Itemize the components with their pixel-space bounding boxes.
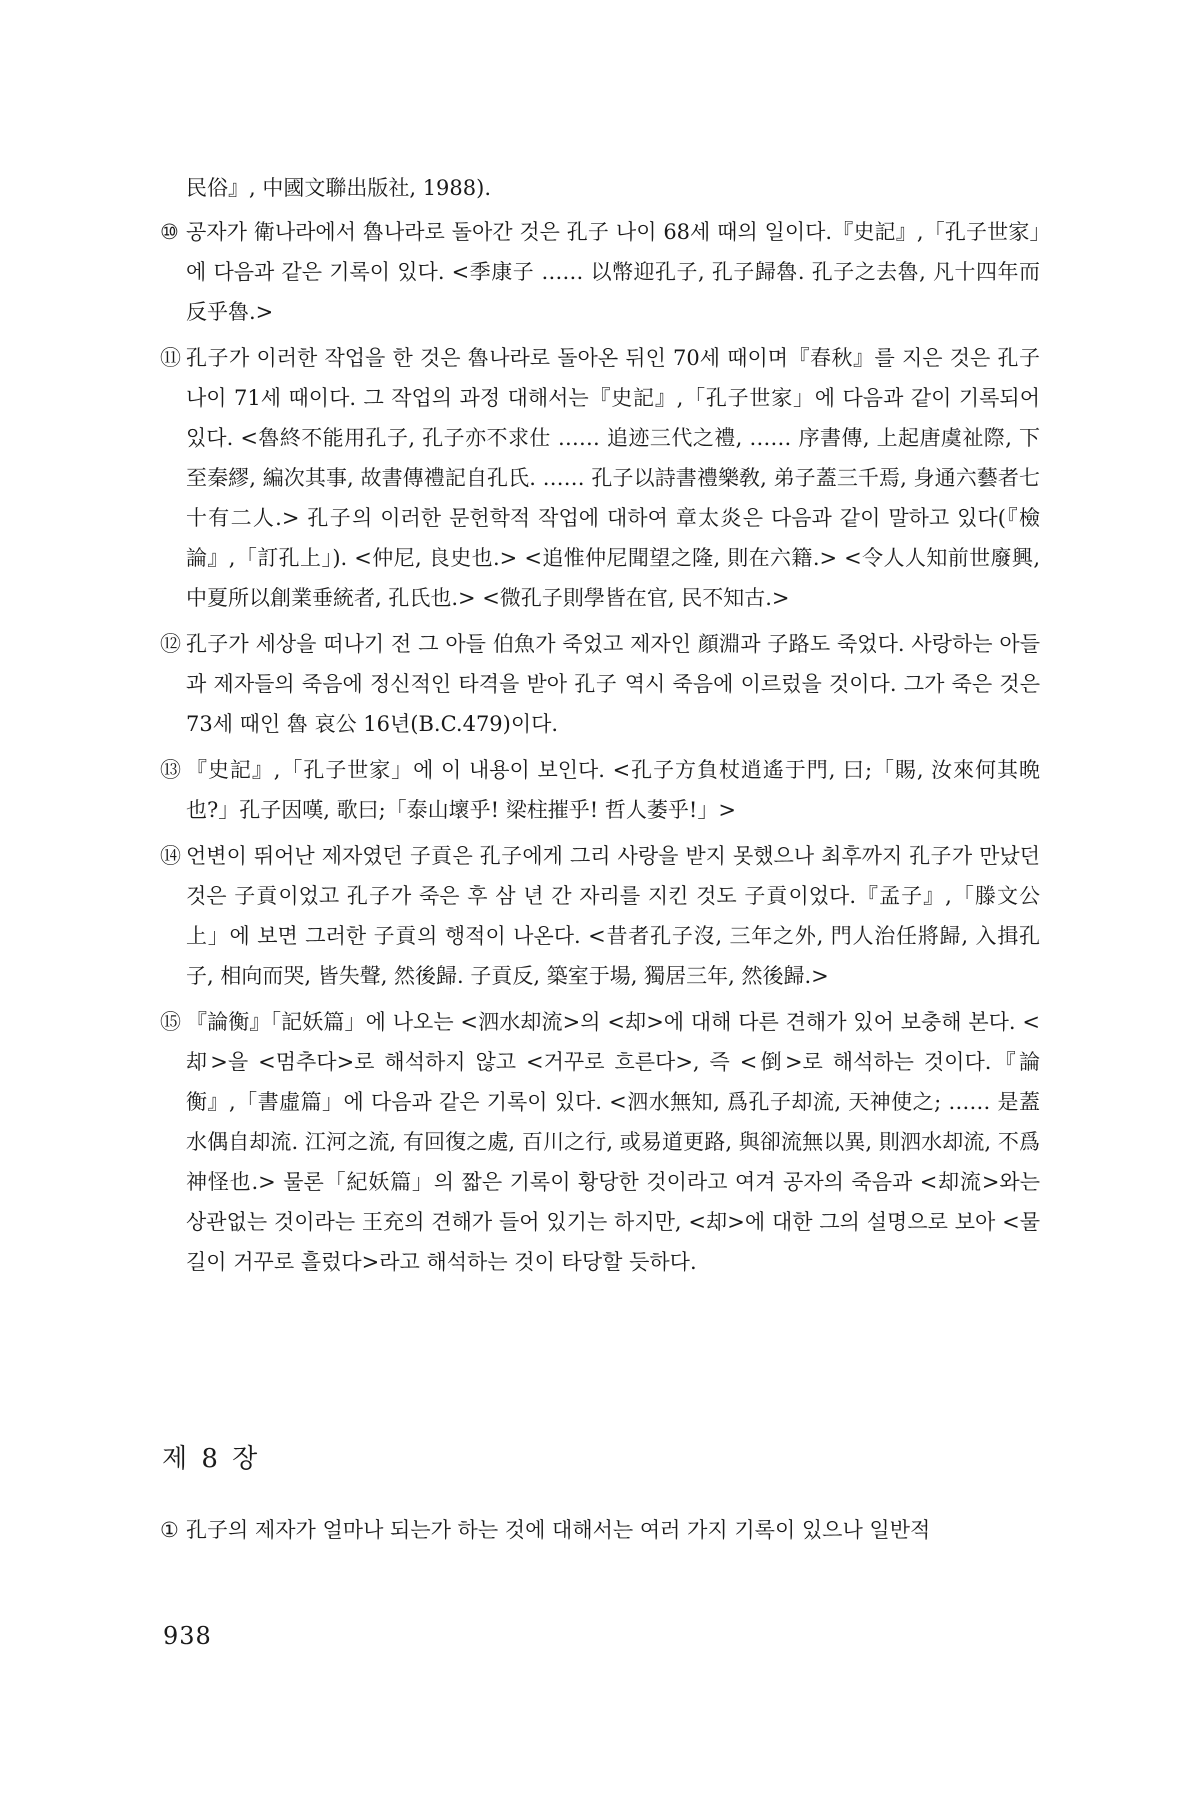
note-number: ⑫ <box>160 632 181 656</box>
note-number: ⑪ <box>160 346 181 370</box>
note-text: 孔子의 제자가 얼마나 되는가 하는 것에 대해서는 여러 가지 기록이 있으나 일반적 <box>186 1518 931 1542</box>
endnote-13 <box>160 750 1040 830</box>
note-number: ⑩ <box>160 220 179 244</box>
chapter-endnotes-section <box>160 1510 1040 1556</box>
note-number: ① <box>160 1518 179 1542</box>
endnote-12 <box>160 624 1040 744</box>
endnote-11 <box>160 338 1040 618</box>
note-continuation: 民俗』, 中國文聯出版社, 1988). <box>186 176 492 200</box>
note-text: 언변이 뛰어난 제자였던 子貢은 孔子에게 그리 사랑을 받지 못했으나 최후까지 孔子가 만났던 것은 子貢이었고 孔子가 죽은 후 삼 년 간 자리를 지킨 것도 子貢이었다.『孟子』,「滕文公上」에 보면 그러한 子貢의 행적이 나온다. <昔者孔子沒, 三年之外, 門人治任將歸, 入揖孔子, 相向而哭, 皆失聲, 然後歸. 子貢反, 築室于場, 獨居三年, 然後歸.> <box>186 844 1040 988</box>
endnotes-section <box>160 168 1040 1288</box>
note-number: ⑬ <box>160 758 181 782</box>
endnote-15 <box>160 1002 1040 1282</box>
note-text: 孔子가 세상을 떠나기 전 그 아들 伯魚가 죽었고 제자인 顔淵과 子路도 죽었다. 사랑하는 아들과 제자들의 죽음에 정신적인 타격을 받아 孔子 역시 죽음에 이르렀을 것이다. 그가 죽은 것은 73세 때인 魯 哀公 16년(B.C.479)이다. <box>186 632 1040 736</box>
note-text: 『論衡』「記妖篇」에 나오는 <泗水却流>의 <却>에 대해 다른 견해가 있어 보충해 본다. <却>을 <멈추다>로 해석하지 않고 <거꾸로 흐른다>, 즉 <倒>로 해석하는 것이다.『論衡』,「書虛篇」에 다음과 같은 기록이 있다. <泗水無知, 爲孔子却流, 天神使之; …… 是蓋水偶自却流. 江河之流, 有回復之處, 百川之行, 或易道更路, 與卻流無以異, 則泗水却流, 不爲神怪也.> 물론「紀妖篇」의 짧은 기록이 황당한 것이라고 여겨 공자의 죽음과 <却流>와는 상관없는 것이라는 王充의 견해가 들어 있기는 하지만, <却>에 대한 그의 설명으로 보아 <물길이 거꾸로 흘렀다>라고 해석하는 것이 타당할 듯하다. <box>186 1010 1040 1274</box>
endnote-14 <box>160 836 1040 996</box>
endnote-10 <box>160 212 1040 332</box>
page-number: 938 <box>163 1622 212 1650</box>
note-number: ⑭ <box>160 844 181 868</box>
chapter-heading: 제 8 장 <box>162 1444 261 1474</box>
note-text: 『史記』,「孔子世家」에 이 내용이 보인다. <孔子方負杖逍遙于門, 曰;「賜, 汝來何其晩也?」孔子因嘆, 歌曰;「泰山壞乎! 梁柱摧乎! 哲人萎乎!」> <box>186 758 1040 822</box>
note-text: 공자가 衛나라에서 魯나라로 돌아간 것은 孔子 나이 68세 때의 일이다.『史記』,「孔子世家」에 다음과 같은 기록이 있다. <季康子 …… 以幣迎孔子, 孔子歸魯. 孔子之去魯, 凡十四年而反乎魯.> <box>186 220 1040 324</box>
chapter-endnote-1 <box>160 1510 1040 1550</box>
note-text: 孔子가 이러한 작업을 한 것은 魯나라로 돌아온 뒤인 70세 때이며『春秋』를 지은 것은 孔子 나이 71세 때이다. 그 작업의 과정 대해서는『史記』,「孔子世家」에 다음과 같이 기록되어 있다. <魯終不能用孔子, 孔子亦不求仕 …… 追迹三代之禮, …… 序書傳, 上起唐虞祉際, 下至秦繆, 編次其事, 故書傳禮記自孔氏. …… 孔子以詩書禮樂敎, 弟子蓋三千焉, 身通六藝者七十有二人.> 孔子의 이러한 문헌학적 작업에 대하여 章太炎은 다음과 같이 말하고 있다(『檢論』,「訂孔上」). <仲尼, 良史也.> <追惟仲尼聞望之隆, 則在六籍.> <令人人知前世廢興, 中夏所以創業垂統者, 孔氏也.> <微孔子則學皆在官, 民不知古.> <box>186 346 1040 610</box>
note-number: ⑮ <box>160 1010 181 1034</box>
